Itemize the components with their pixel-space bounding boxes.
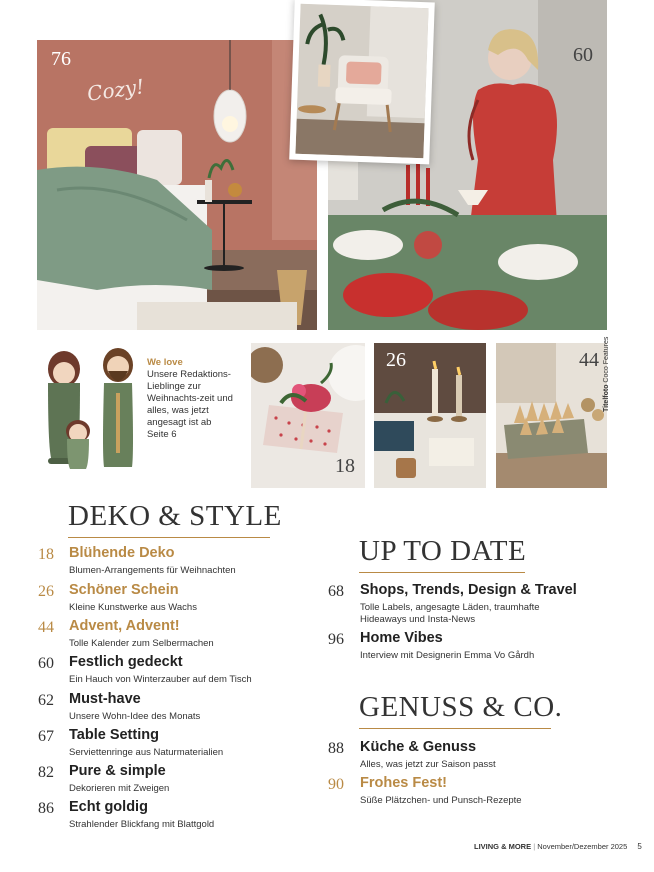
- toc-entry-subtitle: Alles, was jetzt zur Saison passt: [360, 759, 496, 770]
- toc-entry-title: Must-have: [69, 691, 141, 707]
- figurines-photo: [40, 343, 140, 473]
- toc-entry-title: Frohes Fest!: [360, 775, 448, 791]
- toc-entry-subtitle: Interview mit Designerin Emma Vo Gårdh: [360, 650, 535, 661]
- toc-page-number: 88: [328, 740, 344, 757]
- toc-entry-title: Home Vibes: [360, 630, 443, 646]
- toc-page-number: 44: [38, 619, 54, 636]
- toc-page-number: 90: [328, 776, 344, 793]
- toc-page-number: 82: [38, 764, 54, 781]
- page-footer: [474, 842, 642, 851]
- toc-entry-title: Shops, Trends, Design & Travel: [360, 582, 577, 598]
- magazine-brand: LIVING & MORE: [474, 842, 532, 851]
- toc-entry-title: Echt goldig: [69, 799, 148, 815]
- toc-entry-title: Schöner Schein: [69, 582, 179, 598]
- toc-page-number: 62: [38, 692, 54, 709]
- toc-entry-subtitle: Tolle Kalender zum Selbermachen: [69, 638, 214, 649]
- toc-entry-subtitle: Süße Plätzchen- und Punsch-Rezepte: [360, 795, 522, 806]
- toc-page-number: 60: [38, 655, 54, 672]
- we-love-teaser: [147, 357, 247, 441]
- issue-date: November/Dezember 2025: [537, 842, 628, 851]
- bedroom-photo: [37, 40, 317, 330]
- toc-entry-title: Küche & Genuss: [360, 739, 477, 755]
- footer-divider: |: [533, 842, 536, 851]
- toc-page-number: 96: [328, 631, 344, 648]
- section-rule: [359, 728, 551, 729]
- toc-entry-subtitle: Unsere Wohn-Idee des Monats: [69, 711, 201, 722]
- nativity-figurines-illustration: [40, 343, 140, 473]
- toc-entry-subtitle: Hideaways und Insta-News: [360, 614, 476, 625]
- section-title-up-to-date: [359, 535, 526, 568]
- photo-credit: [603, 336, 610, 412]
- toc-entry-subtitle: Tolle Labels, angesagte Läden, traumhafte: [360, 602, 540, 613]
- candles-photo: [374, 343, 486, 488]
- section-title-text: GENUSS & CO.: [359, 691, 563, 723]
- toc-entry-subtitle: Ein Hauch von Winterzauber auf dem Tisch: [69, 674, 252, 685]
- toc-entry-subtitle: Blumen-Arrangements für Weihnachten: [69, 565, 236, 576]
- credit-source: Coco Features: [603, 336, 610, 383]
- toc-page-number: 86: [38, 800, 54, 817]
- toc-page-number: 26: [38, 583, 54, 600]
- section-title-text: UP TO DATE: [359, 535, 527, 567]
- section-title-genuss: [359, 691, 562, 724]
- photo-page-number: 18: [335, 455, 355, 477]
- gift-photo: [251, 343, 365, 488]
- toc-entry-title: Advent, Advent!: [69, 618, 180, 634]
- photo-page-number: 76: [51, 48, 71, 70]
- section-rule: [68, 537, 270, 538]
- we-love-text: Unsere Redaktions-Lieblinge zur Weihnachts-zeit und alles, was jetzt angesagt ist ab Seite 6: [147, 369, 233, 440]
- toc-entry-title: Festlich gedeckt: [69, 654, 183, 670]
- toc-entry-subtitle: Serviettenringe aus Naturmaterialien: [69, 747, 224, 758]
- toc-entry-subtitle: Kleine Kunstwerke aus Wachs: [69, 602, 197, 613]
- we-love-title: We love: [147, 357, 183, 368]
- photo-page-number: 26: [386, 349, 406, 371]
- section-title-text: DEKO & STYLE: [68, 500, 282, 532]
- photo-caption: Cozy!: [85, 74, 146, 106]
- photo-page-number: 60: [573, 44, 593, 66]
- chair-illustration: [295, 4, 428, 158]
- credit-label: Titelfoto: [603, 384, 610, 412]
- toc-page-number: 67: [38, 728, 54, 745]
- photo-page-number: 44: [579, 349, 599, 371]
- toc-entry-title: Blühende Deko: [69, 545, 175, 561]
- section-rule: [359, 572, 525, 573]
- calendar-photo: [496, 343, 607, 488]
- toc-entry-subtitle: Strahlender Blickfang mit Blattgold: [69, 819, 215, 830]
- section-title-deko-style: [68, 500, 282, 533]
- toc-entry-title: Table Setting: [69, 727, 159, 743]
- toc-page-number: 18: [38, 546, 54, 563]
- page-number: 5: [637, 842, 642, 851]
- toc-entry-title: Pure & simple: [69, 763, 166, 779]
- toc-entry-subtitle: Dekorieren mit Zweigen: [69, 783, 170, 794]
- bedroom-illustration: [37, 40, 317, 330]
- chair-photo: [289, 0, 435, 164]
- toc-page-number: 68: [328, 583, 344, 600]
